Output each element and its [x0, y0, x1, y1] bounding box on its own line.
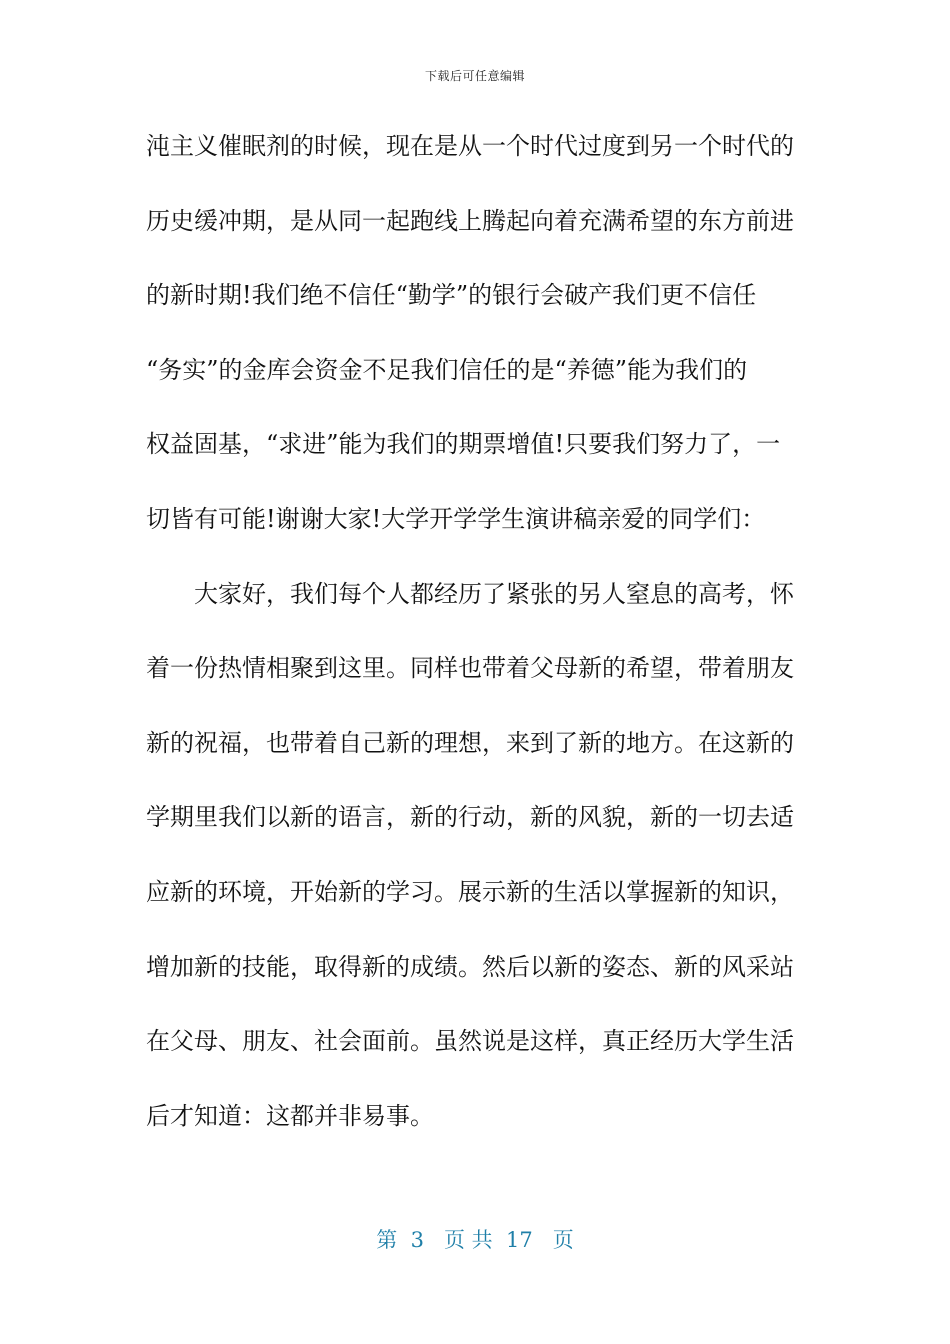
text-line: 在父母、朋友、社会面前。虽然说是这样，真正经历大学生活	[146, 1027, 794, 1056]
text-line: 增加新的技能，取得新的成绩。然后以新的姿态、新的风采站	[146, 952, 794, 981]
text-line: 新的祝福，也带着自己新的理想，来到了新的地方。在这新的	[146, 728, 794, 757]
text-line: 权益固基，“求进”能为我们的期票增值!只要我们努力了，一	[146, 430, 781, 459]
text-line: 历史缓冲期，是从同一起跑线上腾起向着充满希望的东方前进	[146, 206, 794, 235]
text-line: 切皆有可能!谢谢大家!大学开学学生演讲稿亲爱的同学们：	[146, 504, 766, 533]
paragraph-start-line: 大家好，我们每个人都经历了紧张的另人窒息的高考，怀	[194, 579, 794, 608]
text-line: “务实”的金库会资金不足我们信任的是“养德”能为我们的	[146, 355, 748, 384]
text-line: 的新时期!我们绝不信任“勤学”的银行会破产我们更不信任	[146, 281, 757, 310]
text-line: 着一份热情相聚到这里。同样也带着父母新的希望，带着朋友	[146, 654, 794, 683]
text-line: 后才知道：这都并非易事。	[146, 1101, 434, 1130]
text-line: 学期里我们以新的语言，新的行动，新的风貌，新的一切去适	[146, 803, 794, 832]
text-line: 应新的环境，开始新的学习。展示新的生活以掌握新的知识，	[146, 877, 794, 906]
page-number-footer: 第 3 页 共 17 页	[376, 1228, 574, 1252]
document-body	[146, 126, 808, 1170]
header-note: 下载后可任意编辑	[424, 69, 525, 83]
text-line: 沌主义催眠剂的时候，现在是从一个时代过度到另一个时代的	[146, 132, 794, 160]
